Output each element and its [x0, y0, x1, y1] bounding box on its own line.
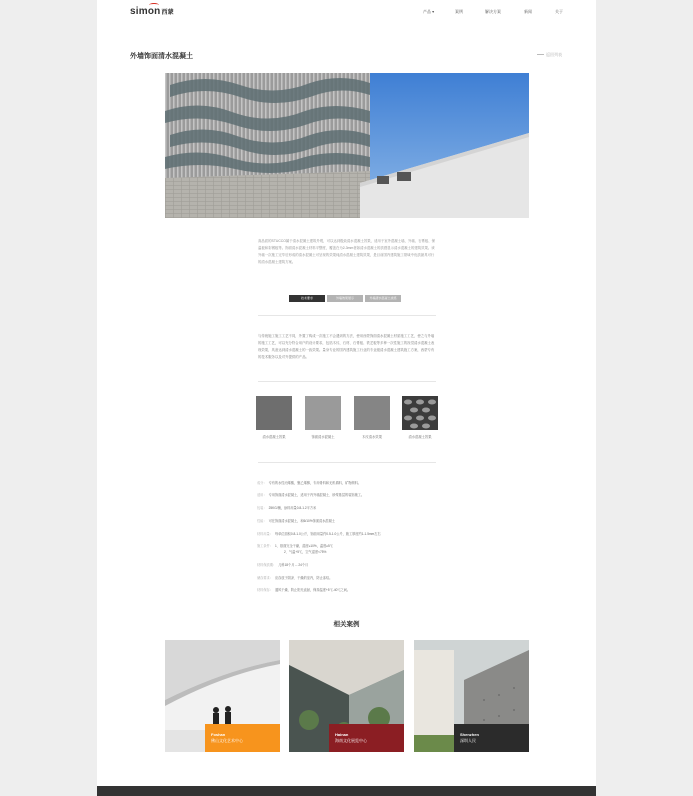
- page-title: 外墙饰面清水混凝土: [130, 53, 193, 60]
- swatch-image[interactable]: [354, 396, 390, 430]
- case-name: 深圳人民: [460, 738, 476, 743]
- swatch-label: 饰面清水混凝土: [311, 435, 335, 439]
- pattern-texture: [402, 396, 438, 430]
- case-caption: [454, 724, 529, 752]
- spec-item: 材料保质期： 儿科18个月 -- 24个月: [257, 563, 309, 567]
- spec-item: 成分： 专有的水性丙烯酸，聚乙烯醇，专用骨料和无机填料，矿物颜料。: [257, 481, 361, 485]
- case-city: Hainan: [335, 732, 349, 737]
- spec-item: 施工条件： 1、基面完全干燥，湿度≤10%，温度≥5℃: [257, 544, 333, 548]
- case-caption: [329, 724, 404, 752]
- description-text: 与传统施工施工工艺不同，外置了构成一次施工不会遇到的方法，使用西蒙饰面清水混凝土材质施工工艺，使之与外墙的施工工艺，可以充分符合用户的设计要求，包括木纹、石材、石膏板、铁艺板等多种一次性施工的视觉清水混凝土表现效果，具备达到清水混凝土的一致效果。量身专业的国内建筑施工行业的专业级清水混凝土建筑施工方案，西蒙专有的技术服务以及对外提供的产品。: [258, 334, 435, 359]
- nav-item-cases[interactable]: 案例: [455, 9, 463, 14]
- case-card-shenzhen[interactable]: [414, 640, 529, 752]
- case-city: Foshan: [211, 732, 226, 737]
- swatch-label: 木纹清水效果: [362, 435, 382, 439]
- logo-text: simon: [130, 6, 161, 17]
- building-photo: [165, 73, 529, 218]
- nav-item-about[interactable]: 关于: [555, 9, 563, 14]
- case-card-hainan[interactable]: [289, 640, 404, 752]
- spec-item: 性能： 可在饰面清水混凝土，和6/10%饰面清水混凝土: [257, 519, 335, 523]
- page-container: [97, 0, 596, 796]
- related-cases-title: 相关案例: [333, 621, 360, 628]
- back-to-list-link[interactable]: [537, 52, 562, 58]
- spec-item: 2、气温+5℃，空气湿度<75%: [284, 550, 327, 554]
- divider: [258, 462, 436, 463]
- swatch-image[interactable]: [305, 396, 341, 430]
- swatch-label: 清水混凝土效果: [262, 435, 286, 439]
- site-footer: [97, 786, 596, 796]
- spec-item: 适用： 专用饰面清水混凝土，适用于内外墙混凝土、砂浆基层的装饰施工。: [257, 493, 365, 497]
- case-name: 佛山文化艺术中心: [211, 738, 243, 743]
- divider: [258, 315, 436, 316]
- spec-item: 材料保存： 通风干燥，防止阳光直射，保持温度+5℃-40℃之间。: [257, 588, 351, 592]
- arrow-left-icon: [537, 54, 544, 55]
- spec-item: 包装： 25KG/桶，涂料用量0.8-1.2平方米: [257, 506, 317, 510]
- divider: [258, 381, 436, 382]
- tab-concrete-texture[interactable]: 外墙清水混凝土质感: [365, 295, 401, 302]
- nav-item-solutions[interactable]: 解决方案: [485, 9, 501, 14]
- case-name: 海南文化展览中心: [335, 738, 367, 743]
- logo-cn: 西蒙: [161, 10, 174, 16]
- tab-wall-effects[interactable]: 外墙效果展示: [327, 295, 363, 302]
- swatch-image[interactable]: [256, 396, 292, 430]
- case-city: Shenzhen: [460, 732, 479, 737]
- swatch-image[interactable]: [402, 396, 438, 430]
- tab-technical-requirements[interactable]: 技术要求: [289, 295, 325, 302]
- hero-image: [165, 73, 529, 218]
- back-label: 返回列表: [546, 52, 562, 57]
- logo-arc: [149, 3, 159, 7]
- case-caption: [205, 724, 280, 752]
- nav-item-news[interactable]: 新闻: [524, 9, 532, 14]
- swatch-label: 清水混凝土效果: [408, 435, 432, 439]
- spec-item: 材料用量： 每单位面积0.8-1.0公斤，饰面用量约0.5-1.0公斤，施工厚度约1-1.5mm左右: [257, 532, 381, 536]
- site-header: [97, 0, 596, 22]
- intro-text: 高品质的STUCCO属于清水混凝土建筑外观，可以达到极致清水混凝土效果，适用于室外混凝土墙、外墙、石膏板、保温板和彩钢板等。饰面清水混凝土材料平整度，覆盖在为2-3mm者如清水混凝土的质感显示清水混凝土的建筑效果。该外墙一次施工完毕后形成的清水混凝土可呈现的效果纯清水混凝土建筑效果，是目前国内建筑施工领域中优质最具可行的清水混凝土建筑方案。: [258, 239, 436, 264]
- case-card-foshan[interactable]: [165, 640, 280, 752]
- site-logo[interactable]: [130, 6, 174, 17]
- nav-item-products[interactable]: 产品 ▾: [423, 9, 435, 14]
- spec-item: 储存要求： 应存放于阴凉、干燥的室内，防止冻结。: [257, 576, 333, 580]
